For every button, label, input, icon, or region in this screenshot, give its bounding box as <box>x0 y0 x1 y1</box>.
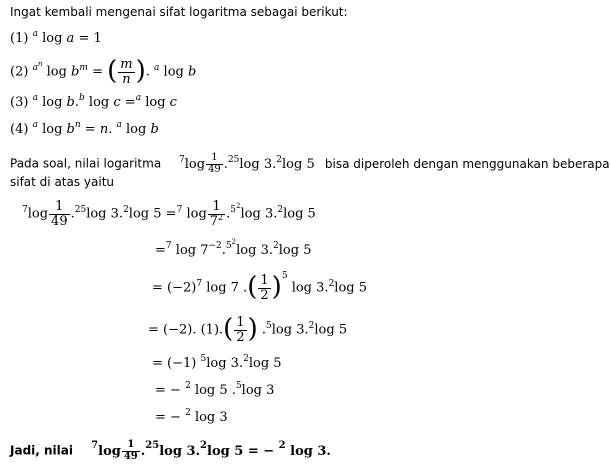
intro-text: Ingat kembali mengenai sifat logaritma sebagai berikut: <box>10 5 348 19</box>
step-6: = − $^2$ log 3 <box>155 408 228 425</box>
step-5: = − $^2$ log 5 .$^5$log 3 <box>155 381 275 398</box>
step-4: = (−1) $^5$log 3.$^2$log 5 <box>152 354 282 371</box>
step-2: = $(-2)^7$ log 7 .( $\frac{1}{2}$ )$^5$ log 3.$^2$log 5 <box>152 270 368 303</box>
conclusion-text: Jadi, nilai $^7$log $\frac{1}{49}$ .$^{25}$log 3.$^2$log 5 = − $^2$ log 3. <box>10 439 331 462</box>
rule-4: (4) $^a$ $\log b^n = n$. $^a$ log b <box>10 120 159 137</box>
conclusion-expression: $^7$log $\frac{1}{49}$ .$^{25}$log 3.$^2$log 5 = − $^2$ log 3. <box>91 439 331 462</box>
rule-2: (2) $^{an}$ $\log b^m$ = ( $\frac{m}{n}$ ). $^a$ log b <box>10 56 197 87</box>
problem-text-line2: sifat di atas yaitu <box>10 175 115 189</box>
rule-3: (3) $^a$ log b.$^b$ log c =$^a$ log c <box>10 93 177 110</box>
step-0: $^7$log $\frac{1}{49}$ .$^{25}$log 3.$^2$log 5 =$^7$ log $\frac{1}{7^2}$ .$^{52}$log 3.$^2$log 5 <box>22 199 316 229</box>
step-3: = (−2). (1).( $\frac{1}{2}$ ) .$^5$log 3.$^2$log 5 <box>148 314 348 345</box>
problem-text: Pada soal, nilai logaritma $^7$log $\frac{1}{49}$ .$^{25}$log 3.$^2$log 5 bisa diperoleh dengan menggunakan beberapa <box>10 152 610 175</box>
rule-1: (1) $^a$ log a = 1 <box>10 29 102 46</box>
problem-expression: $^7$log $\frac{1}{49}$ .$^{25}$log 3.$^2$log 5 <box>179 152 315 175</box>
step-1: =$^7$ $\log 7^{-2}.^{52}\log$ 3.$^2$log 5 <box>155 238 312 258</box>
